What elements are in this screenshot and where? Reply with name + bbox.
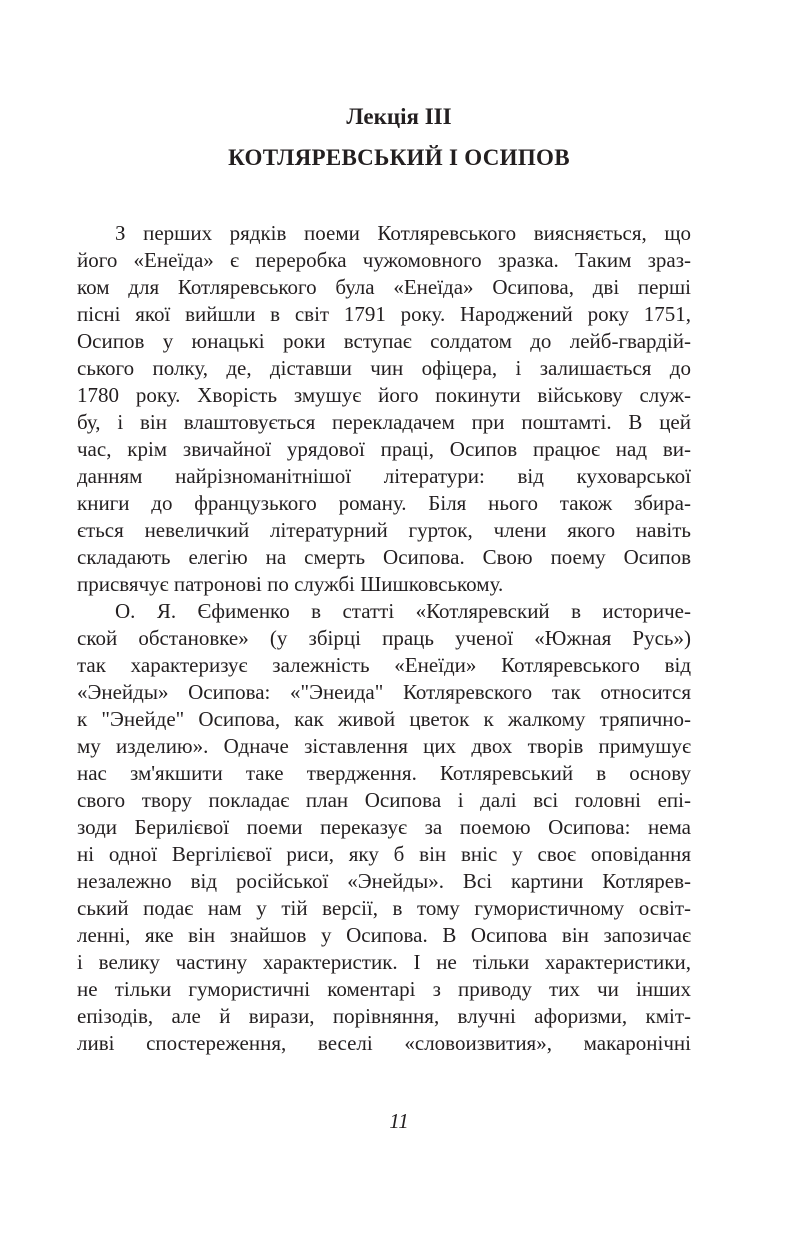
body-text — [77, 220, 691, 1057]
text-line: час, крім звичайної урядової праці, Осипов працює над ви- — [77, 437, 691, 461]
text-line: присвячує патронові по службі Шишковському. — [77, 572, 504, 596]
text-line: свого твору покладає план Осипова і далі всі головні епі- — [77, 788, 691, 812]
text-line: його «Енеїда» є переробка чужомовного зразка. Таким зраз- — [77, 248, 691, 272]
text-line: книги до французького роману. Біля нього також збира- — [77, 491, 691, 515]
text-line: бу, і він влаштовується перекладачем при поштамті. В цей — [77, 410, 691, 434]
text-line: «Энейды» Осипова: «"Энеида" Котляревского так относится — [77, 680, 691, 704]
text-line: ється невеличкий літературний гурток, члени якого навіть — [77, 518, 691, 542]
paragraph-2 — [77, 598, 691, 1057]
text-line: так характеризує залежність «Енеїди» Котляревського від — [77, 653, 691, 677]
text-line: ського полку, де, діставши чин офіцера, і залишається до — [77, 356, 691, 380]
text-line: ський подає нам у тій версії, в тому гумористичному освіт- — [77, 896, 691, 920]
text-line: не тільки гумористичні коментарі з приводу тих чи інших — [77, 977, 691, 1001]
text-line: пісні якої вийшли в світ 1791 року. Народжений року 1751, — [77, 302, 691, 326]
text-line: 1780 року. Хворість змушує його покинути військову служ- — [77, 383, 691, 407]
text-line: ской обстановке» (у збірці праць ученої «Южная Русь») — [77, 626, 691, 650]
text-line: нас зм'якшити таке твердження. Котляревський в основу — [77, 761, 691, 785]
page-number: 11 — [389, 1109, 409, 1133]
text-line: ні одної Вергілієвої риси, яку б він вніс у своє оповідання — [77, 842, 691, 866]
text-line: незалежно від російської «Энейды». Всі картини Котлярев- — [77, 869, 691, 893]
text-line: О. Я. Єфименко в статті «Котляревский в историче- — [115, 599, 691, 623]
text-line: ком для Котляревського була «Енеїда» Осипова, дві перші — [77, 275, 691, 299]
text-line: З перших рядків поеми Котляревського виясняється, що — [115, 221, 691, 245]
text-line: і велику частину характеристик. І не тільки характеристики, — [77, 950, 691, 974]
text-line: ленні, яке він знайшов у Осипова. В Осипова він запозичає — [77, 923, 691, 947]
text-line: к "Энейде" Осипова, как живой цветок к жалкому тряпично- — [77, 707, 691, 731]
text-line: му изделию». Одначе зіставлення цих двох творів примушує — [77, 734, 691, 758]
text-line: складають елегію на смерть Осипова. Свою поему Осипов — [77, 545, 691, 569]
chapter-title: КОТЛЯРЕВСЬКИЙ І ОСИПОВ — [228, 145, 570, 170]
text-line: ливі спостереження, веселі «словоизвития», макаронічні — [77, 1031, 691, 1055]
text-line: данням найрізноманітнішої літератури: від куховарської — [77, 464, 691, 488]
text-line: епізодів, але й вирази, порівняння, влучні афоризми, кміт- — [77, 1004, 691, 1028]
text-line: Осипов у юнацькі роки вступає солдатом до лейб-гвардій- — [77, 329, 691, 353]
paragraph-1 — [77, 220, 691, 598]
text-line: зоди Берилієвої поеми переказує за поемою Осипова: нема — [77, 815, 691, 839]
lecture-label: Лекція ІІІ — [346, 104, 452, 129]
